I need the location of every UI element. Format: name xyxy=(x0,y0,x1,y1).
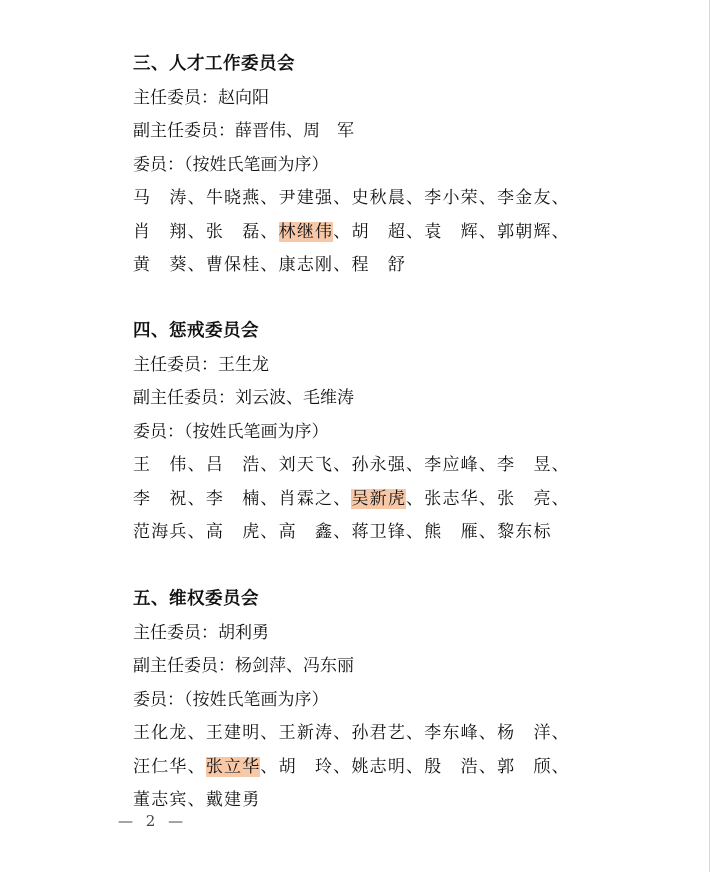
section-discipline-committee xyxy=(133,315,603,550)
member-name: 袁 辉 xyxy=(424,221,479,242)
member-line xyxy=(133,449,603,483)
name-separator: 、 xyxy=(260,723,279,743)
name-separator: 、 xyxy=(406,756,425,777)
section-title: 三、人才工作委员会 xyxy=(133,54,295,74)
name-separator: 、 xyxy=(478,188,498,208)
name-separator: 、 xyxy=(551,756,570,777)
name-separator: 、 xyxy=(551,723,570,743)
member-line xyxy=(133,216,603,250)
chair-line: 主任委员：王生龙 xyxy=(133,354,269,375)
page-number: — 2 — xyxy=(118,812,188,830)
name-separator: 、 xyxy=(406,455,425,475)
member-name: 刘天飞 xyxy=(278,455,334,475)
member-name: 汪仁华 xyxy=(133,756,188,777)
name-separator: 、 xyxy=(187,488,206,509)
vice-chair-line: 副主任委员：刘云波、毛维涛 xyxy=(133,388,354,408)
vice-chair-line: 副主任委员：杨剑萍、冯东丽 xyxy=(133,656,354,676)
name-separator: 、 xyxy=(333,488,352,509)
name-separator: 、 xyxy=(187,790,206,810)
vice-chair-line: 副主任委员：薛晋伟、周 军 xyxy=(133,121,354,141)
name-separator: 、 xyxy=(333,723,352,743)
member-name: 张 磊 xyxy=(205,221,261,242)
member-name: 郭朝辉 xyxy=(497,221,552,242)
member-name: 李 祝 xyxy=(133,488,188,509)
section-title: 四、惩戒委员会 xyxy=(133,321,259,341)
name-separator: 、 xyxy=(260,221,279,242)
name-separator: 、 xyxy=(406,221,425,242)
name-separator: 、 xyxy=(187,756,206,777)
member-line xyxy=(133,483,603,517)
member-list xyxy=(133,717,603,818)
name-separator: 、 xyxy=(187,522,206,542)
member-name: 王 伟 xyxy=(133,455,188,475)
name-separator: 、 xyxy=(333,188,352,208)
member-name: 尹建强 xyxy=(278,188,334,208)
member-name: 孙君艺 xyxy=(351,723,407,743)
member-name: 李金友 xyxy=(497,188,552,208)
member-name: 熊 雁 xyxy=(424,522,479,542)
member-name: 程 舒 xyxy=(351,255,407,275)
name-separator: 、 xyxy=(478,756,498,777)
name-separator: 、 xyxy=(333,522,352,542)
name-separator: 、 xyxy=(333,255,352,275)
member-name: 王化龙 xyxy=(133,723,188,743)
member-name: 王建明 xyxy=(205,723,261,743)
member-name: 黎东标 xyxy=(497,522,552,542)
member-name: 高 鑫 xyxy=(278,522,334,542)
name-separator: 、 xyxy=(478,488,498,509)
name-separator: 、 xyxy=(260,488,279,509)
chair-line: 主任委员：胡利勇 xyxy=(133,622,269,643)
name-separator: 、 xyxy=(478,221,498,242)
member-line xyxy=(133,751,603,785)
name-separator: 、 xyxy=(551,455,570,475)
member-list xyxy=(133,449,603,550)
member-name: 肖 翔 xyxy=(133,221,188,242)
members-label: 委员：（按姓氏笔画为序） xyxy=(133,421,329,442)
member-name: 高 虎 xyxy=(205,522,261,542)
member-name: 张 亮 xyxy=(497,488,552,509)
name-separator: 、 xyxy=(187,221,206,242)
member-name: 杨 洋 xyxy=(497,723,552,743)
member-name: 张志华 xyxy=(424,488,479,509)
member-name: 李 昱 xyxy=(497,455,552,475)
member-name: 殷 浩 xyxy=(424,756,479,777)
member-line xyxy=(133,249,603,283)
name-separator: 、 xyxy=(478,723,498,743)
member-name: 孙永强 xyxy=(351,455,407,475)
name-separator: 、 xyxy=(551,488,570,509)
chair-line: 主任委员：赵向阳 xyxy=(133,87,269,108)
member-list xyxy=(133,182,603,283)
name-separator: 、 xyxy=(187,255,206,275)
section-title: 五、维权委员会 xyxy=(133,589,259,609)
member-name: 范海兵 xyxy=(133,522,188,542)
name-separator: 、 xyxy=(406,488,425,509)
member-name: 黄 葵 xyxy=(133,255,188,275)
name-separator: 、 xyxy=(260,188,279,208)
name-separator: 、 xyxy=(333,221,352,242)
member-name: 李应峰 xyxy=(424,455,479,475)
member-line xyxy=(133,717,603,751)
member-name: 胡 玲 xyxy=(278,756,334,777)
name-separator: 、 xyxy=(187,188,206,208)
name-separator: 、 xyxy=(260,255,279,275)
member-name: 蒋卫锋 xyxy=(351,522,407,542)
member-name: 李 楠 xyxy=(205,488,261,509)
name-separator: 、 xyxy=(260,522,279,542)
name-separator: 、 xyxy=(406,188,425,208)
members-label: 委员：（按姓氏笔画为序） xyxy=(133,689,329,710)
section-talent-committee xyxy=(133,48,603,283)
member-name: 戴建勇 xyxy=(205,790,261,810)
name-separator: 、 xyxy=(551,221,570,242)
member-line xyxy=(133,516,603,550)
member-line xyxy=(133,784,603,818)
member-name: 牛晓燕 xyxy=(205,188,261,208)
name-separator: 、 xyxy=(478,522,498,542)
name-separator: 、 xyxy=(260,756,279,777)
name-separator: 、 xyxy=(333,455,352,475)
name-separator: 、 xyxy=(187,723,206,743)
section-rights-committee xyxy=(133,583,603,818)
member-name: 康志刚 xyxy=(278,255,334,275)
name-separator: 、 xyxy=(187,455,206,475)
member-name: 史秋晨 xyxy=(351,188,407,208)
member-name: 马 涛 xyxy=(133,188,188,208)
member-name: 王新涛 xyxy=(278,723,334,743)
member-name: 吕 浩 xyxy=(205,455,261,475)
member-name: 李小荣 xyxy=(424,188,479,208)
member-name-highlighted: 吴新虎 xyxy=(351,488,407,509)
name-separator: 、 xyxy=(406,522,425,542)
name-separator: 、 xyxy=(260,455,279,475)
member-name: 肖霖之 xyxy=(278,488,334,509)
name-separator: 、 xyxy=(333,756,352,777)
members-label: 委员：（按姓氏笔画为序） xyxy=(133,154,329,175)
member-name: 郭 颀 xyxy=(497,756,552,777)
name-separator: 、 xyxy=(551,188,570,208)
name-separator: 、 xyxy=(406,723,425,743)
name-separator: 、 xyxy=(478,455,498,475)
member-line xyxy=(133,182,603,216)
member-name: 曹保桂 xyxy=(205,255,261,275)
member-name: 姚志明 xyxy=(351,756,407,777)
member-name-highlighted: 张立华 xyxy=(205,756,261,777)
member-name: 胡 超 xyxy=(351,221,407,242)
member-name: 董志宾 xyxy=(133,790,188,810)
member-name-highlighted: 林继伟 xyxy=(278,221,334,242)
member-name: 李东峰 xyxy=(424,723,479,743)
